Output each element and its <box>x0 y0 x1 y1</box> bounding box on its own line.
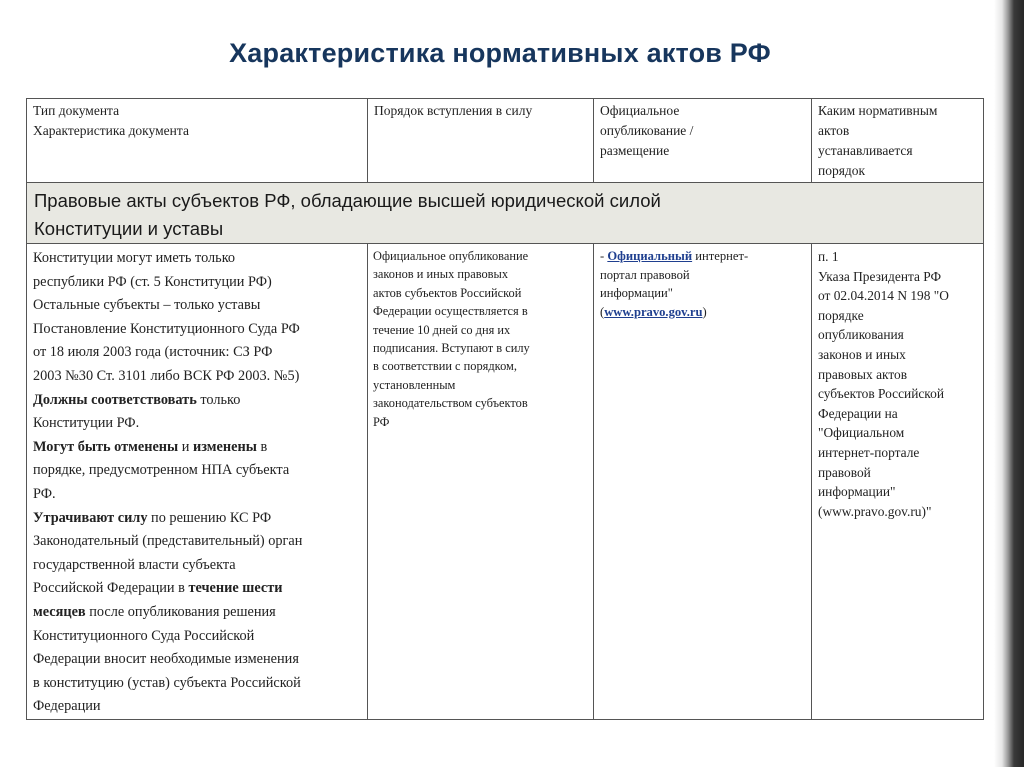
text-line: законодательством субъектов <box>373 396 528 411</box>
header-cell-entry <box>374 101 589 121</box>
text-span: по решению КС РФ <box>147 509 272 526</box>
table-border-bottom <box>26 719 984 720</box>
text-line: республики РФ (ст. 5 Конституции РФ) <box>33 273 272 290</box>
header-cell-publication <box>600 101 805 161</box>
text-line: порядке <box>818 307 864 323</box>
text-line: течение 10 дней со дня их <box>373 322 511 337</box>
header-line: Каким нормативным <box>818 103 938 118</box>
header-line: актов <box>818 123 850 138</box>
table-col-line-3b <box>811 243 812 720</box>
text-line: Федерации на <box>818 405 898 421</box>
text-line: "Официальном <box>818 425 905 441</box>
header-line: Порядок вступления в силу <box>374 103 533 118</box>
bold-phrase: Должны соответствовать <box>33 391 197 408</box>
header-cell-act <box>818 101 980 181</box>
text-line: информации" <box>600 286 673 301</box>
slide-right-border <box>994 0 1024 767</box>
table-col-line-1b <box>367 243 368 720</box>
table-border-left <box>26 98 27 720</box>
cell-characteristics <box>33 247 358 719</box>
text-line <box>600 303 800 322</box>
header-line: Официальное <box>600 103 680 118</box>
text-line: п. 1 <box>818 249 839 264</box>
cell-entry-into-force <box>373 247 583 431</box>
header-line: порядок <box>818 163 866 178</box>
text-line <box>33 507 358 531</box>
portal-link[interactable] <box>607 249 692 263</box>
text-line: РФ <box>373 414 390 429</box>
section-title <box>34 187 979 243</box>
header-line: опубликование / <box>600 123 694 138</box>
text-line <box>33 389 358 413</box>
text-span: ( <box>600 304 605 319</box>
text-span: интернет- <box>692 249 749 263</box>
text-line: опубликования <box>818 327 904 343</box>
text-line: РФ. <box>33 485 56 502</box>
text-line: интернет-портале <box>818 444 920 460</box>
norm-acts-table <box>26 98 984 720</box>
text-line: информации" <box>818 484 896 500</box>
text-line: законов и иных правовых <box>373 267 509 282</box>
text-line: Законодательный (представительный) орган <box>33 533 303 550</box>
text-line: от 02.04.2014 N 198 "О <box>818 288 949 304</box>
table-col-line-3a <box>811 98 812 182</box>
header-line: размещение <box>600 143 670 158</box>
text-line: Остальные субъекты – только уставы <box>33 297 261 314</box>
text-line: актов субъектов Российской <box>373 285 522 300</box>
text-line: Конституции могут иметь только <box>33 250 236 266</box>
text-line: субъектов Российской <box>818 386 944 402</box>
text-span: только <box>196 391 241 408</box>
text-line <box>33 436 358 460</box>
pravo-link[interactable] <box>604 305 702 319</box>
text-span: после опубликования решения <box>85 603 276 620</box>
text-span: - <box>600 249 608 263</box>
text-line: Федерации вносит необходимые изменения <box>33 651 299 668</box>
text-line: законов и иных <box>818 346 906 362</box>
bold-phrase: Утрачивают силу <box>33 509 148 526</box>
pravo-link-text[interactable]: www.pravo.gov.ru <box>604 304 703 319</box>
text-line: подписания. Вступают в силу <box>373 341 530 356</box>
text-line: правовых актов <box>818 366 908 382</box>
text-line: Конституции РФ. <box>33 415 140 432</box>
text-line: правовой <box>818 464 871 480</box>
text-line: Федерации осуществляется в <box>373 304 528 319</box>
section-title-line: Правовые акты субъектов РФ, обладающие высшей юридической силой <box>34 190 661 211</box>
text-span: ) <box>702 304 707 319</box>
text-line: Постановление Конституционного Суда РФ <box>33 320 300 337</box>
table-col-line-1a <box>367 98 368 182</box>
text-line <box>33 601 358 625</box>
table-border-top <box>26 98 984 99</box>
portal-link-text[interactable]: Официальный <box>607 249 693 263</box>
header-line: устанавливается <box>818 143 913 158</box>
text-line: Официальное опубликование <box>373 249 529 263</box>
header-cell-type <box>33 101 363 141</box>
text-line: государственной власти субъекта <box>33 556 236 573</box>
text-span: и <box>178 438 194 455</box>
text-line: (www.pravo.gov.ru)" <box>818 503 932 519</box>
text-line: от 18 июля 2003 года (источник: СЗ РФ <box>33 344 273 361</box>
section-subtitle-line: Конституции и уставы <box>34 218 224 239</box>
text-line: Федерации <box>33 698 101 715</box>
table-line-header <box>26 182 984 183</box>
header-line: Характеристика документа <box>33 123 189 138</box>
text-line <box>33 577 358 601</box>
text-line: порядке, предусмотренном НПА субъекта <box>33 462 290 479</box>
table-line-section <box>26 243 984 244</box>
bold-phrase: месяцев <box>33 603 86 620</box>
text-line: в соответствии с порядком, <box>373 359 517 374</box>
bold-phrase: Могут быть отменены <box>33 438 179 455</box>
bold-phrase: течение шести <box>188 580 283 597</box>
text-line: в конституцию (устав) субъекта Российской <box>33 674 301 691</box>
bold-phrase: изменены <box>193 438 257 455</box>
table-col-line-2a <box>593 98 594 182</box>
table-col-line-2b <box>593 243 594 720</box>
header-line: Тип документа <box>33 103 120 118</box>
text-line: портал правовой <box>600 267 690 282</box>
text-line: 2003 №30 Ст. 3101 либо ВСК РФ 2003. №5) <box>33 367 300 384</box>
cell-publication <box>600 247 800 321</box>
text-line: Конституционного Суда Российской <box>33 627 255 644</box>
table-border-right <box>983 98 984 720</box>
page-title: Характеристика нормативных актов РФ <box>229 38 771 68</box>
cell-regulating-act <box>818 247 978 521</box>
text-line <box>600 247 800 266</box>
text-line: Указа Президента РФ <box>818 268 942 284</box>
text-span: в <box>256 438 268 455</box>
text-line: установленным <box>373 377 456 392</box>
text-span: Российской Федерации в <box>33 580 189 597</box>
